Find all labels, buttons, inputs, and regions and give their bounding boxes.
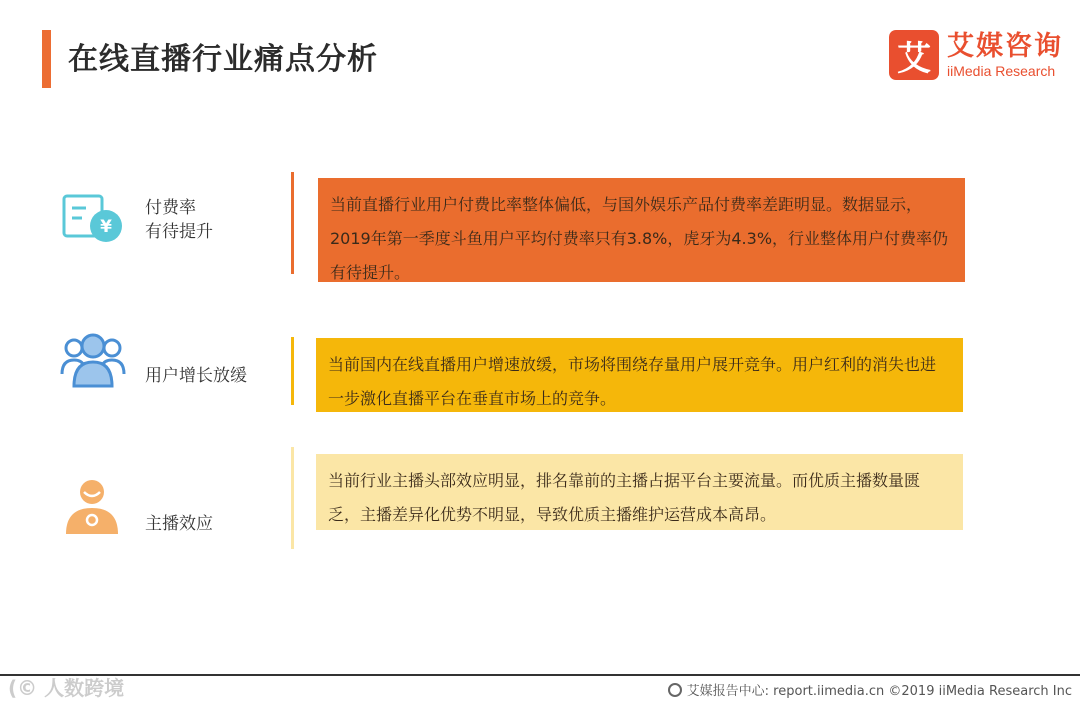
row-label-host-effect: 主播效应	[145, 514, 213, 534]
iimedia-logo	[889, 30, 1063, 80]
logo-name-cn: 艾媒咨询	[947, 31, 1063, 62]
svg-text:¥: ¥	[100, 217, 112, 237]
divider-line-2	[291, 337, 294, 405]
row-label-user-growth: 用户增长放缓	[145, 366, 247, 386]
title-accent-bar	[42, 30, 51, 88]
divider-line-1	[291, 172, 294, 274]
host-person-icon	[64, 478, 120, 534]
description-box-host-effect: 当前行业主播头部效应明显，排名靠前的主播占据平台主要流量。而优质主播数量匮乏，主播差异化优势不明显，导致优质主播维护运营成本高昂。	[316, 454, 963, 530]
logo-name-en: iiMedia Research	[947, 63, 1056, 79]
page-title: 在线直播行业痛点分析	[68, 42, 378, 77]
divider-line-3	[291, 447, 294, 549]
payment-yuan-icon	[60, 190, 126, 248]
globe-icon	[668, 683, 682, 697]
user-group-icon	[60, 330, 126, 390]
description-box-user-growth: 当前国内在线直播用户增速放缓，市场将围绕存量用户展开竞争。用户红利的消失也进一步激化直播平台在垂直市场上的竞争。	[316, 338, 963, 412]
footer-text: 艾媒报告中心: report.iimedia.cn ©2019 iiMedia Research Inc	[686, 684, 1072, 699]
row-label-payment: 付费率 有待提升	[145, 198, 213, 242]
footer-divider	[0, 674, 1080, 676]
logo-mark: 艾	[889, 30, 939, 80]
footer-credit	[668, 680, 1072, 699]
description-box-payment: 当前直播行业用户付费比率整体偏低，与国外娱乐产品付费率差距明显。数据显示，2019年第一季度斗鱼用户平均付费率只有3.8%，虎牙为4.3%，行业整体用户付费率仍有待提升。	[318, 178, 965, 282]
watermark: (© 人数跨境	[8, 676, 125, 700]
